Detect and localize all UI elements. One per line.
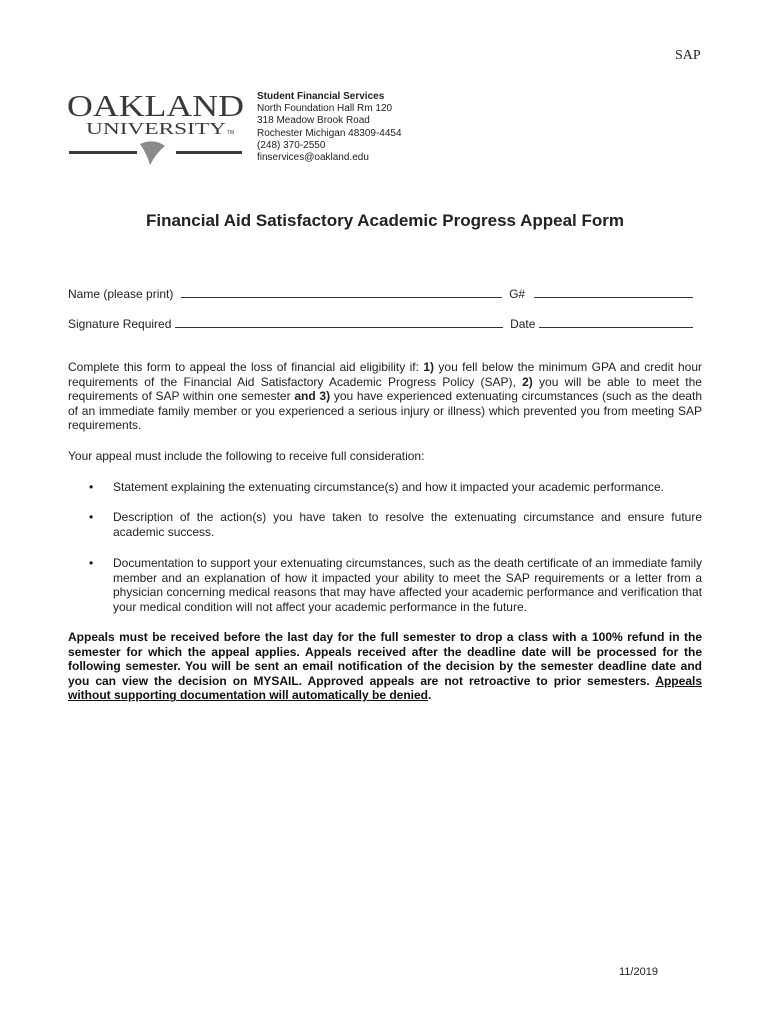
bullet-icon: • — [89, 556, 94, 570]
signature-row — [68, 315, 693, 331]
contact-block — [257, 91, 402, 164]
list-item: Statement explaining the extenuating circumstance(s) and how it impacted your academic performance. — [113, 480, 664, 494]
contact-line: North Foundation Hall Rm 120 — [257, 103, 393, 115]
revision-date: 11/2019 — [619, 966, 658, 978]
logo-wordmark-university: UNIVERSITY — [86, 119, 226, 138]
list-item: Documentation to support your extenuating circumstances, such as the death certificate of an immediate family member and an explanation of how it impacted your ability to meet the SAP requirements or a letter from a physician concerning medical reasons that may have affected your academic performance and verification that your medical condition will not affect your academic performance in the future. — [113, 556, 702, 614]
list-item: Description of the action(s) you have taken to resolve the extenuating circumstance and ensure future academic success. — [113, 510, 702, 539]
contact-line: 318 Meadow Brook Road — [257, 115, 370, 127]
logo-wordmark-oakland: OAKLAND — [67, 88, 244, 123]
gnum-label: G# — [509, 287, 526, 301]
bullet-icon: • — [89, 480, 94, 494]
eligibility-intro: Complete this form to appeal the loss of financial aid eligibility if: 1) you fell below the minimum GPA and credit hour requirements of the Financial Aid Satisfactory Academic Progress Policy (SAP), 2) you will be able to meet the requirements of SAP within one semester and 3) you have experienced extenuating circumstances (such as the death of an immediate family member or you experienced a serious injury or illness) which prevented you from meeting SAP requirements. — [68, 360, 702, 433]
documentation-warning: Appeals without supporting documentation will automatically be denied — [68, 673, 702, 703]
name-row — [68, 285, 693, 301]
date-field[interactable] — [539, 315, 693, 328]
date-label: Date — [510, 317, 536, 331]
contact-phone: (248) 370-2550 — [257, 139, 326, 151]
requirements-intro: Your appeal must include the following to receive full consideration: — [68, 449, 425, 463]
signature-field[interactable] — [175, 315, 503, 328]
oakland-university-logo — [66, 88, 246, 168]
logo-rule-right — [176, 151, 242, 154]
name-label: Name (please print) — [68, 287, 174, 301]
logo-sail-icon — [140, 141, 165, 165]
logo-rule-left — [69, 151, 137, 154]
contact-org: Student Financial Services — [257, 91, 385, 102]
form-title: Financial Aid Satisfactory Academic Progress Appeal Form — [145, 211, 625, 230]
signature-label: Signature Required — [68, 317, 172, 331]
bullet-icon: • — [89, 510, 94, 524]
gnum-field[interactable] — [534, 285, 693, 298]
appeal-deadline-notice: Appeals must be received before the last day for the full semester to drop a class with a 100% refund in the semester for which the appeal applies. Appeals received after the deadline date will be processed for the following semester. You will be sent an email notification of the decision by the semester deadline date and you can view the decision on MYSAIL. Approved appeals are not retroactive to prior semesters. Appeals without supporting documentation will automatically be denied. — [68, 630, 702, 703]
name-field[interactable] — [181, 285, 502, 298]
logo-trademark: TM — [227, 130, 235, 136]
contact-email: finservices@oakland.edu — [257, 152, 369, 164]
form-code: SAP — [675, 48, 701, 63]
contact-line: Rochester Michigan 48309-4454 — [257, 127, 402, 139]
